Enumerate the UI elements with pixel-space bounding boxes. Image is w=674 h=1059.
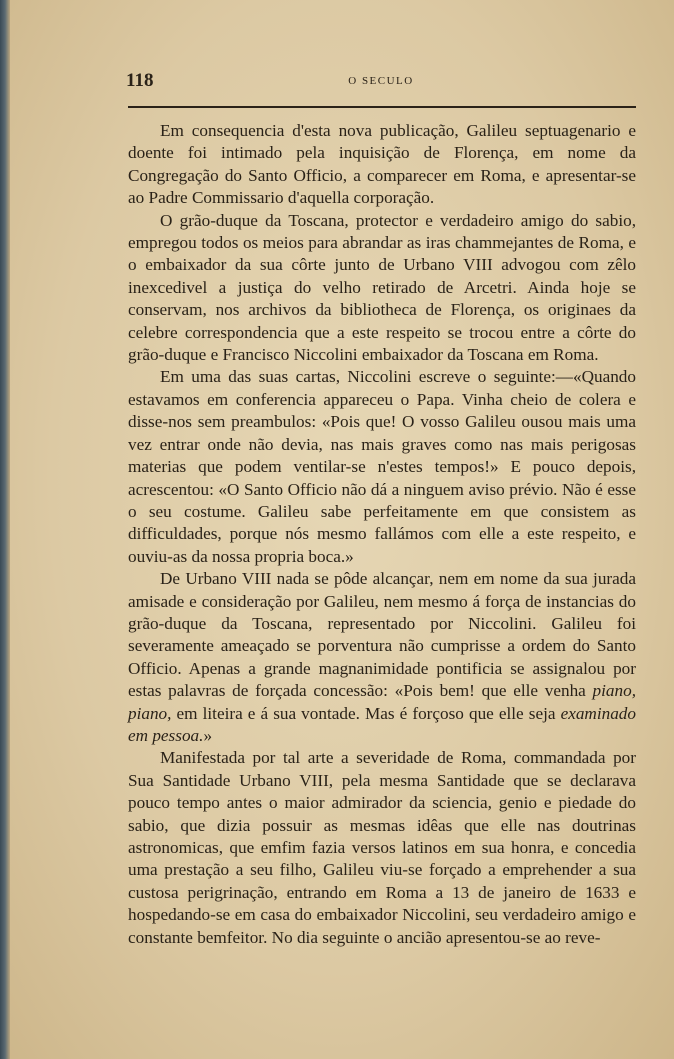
running-head: O SECULO <box>348 75 414 87</box>
italic-phrase: examinado em pessoa. <box>128 703 636 745</box>
header-rule <box>128 106 636 108</box>
page-number: 118 <box>126 70 154 91</box>
paragraph-1: Em consequencia d'esta nova publicação, Galileu septuagenario e doente foi intimado pela inquisição de Florença, em nome da Congregação do Santo Officio, a comparecer em Roma, e apresentar-se ao Padre Commissario d'aquella corporação. <box>128 121 636 208</box>
italic-phrase: piano, piano, <box>128 681 636 723</box>
page-header <box>126 70 636 92</box>
book-spine-edge <box>0 0 10 1059</box>
paragraph-4: De Urbano VIII nada se pôde alcançar, nem em nome da sua jurada amisade e consideração por Galileu, nem mesmo á força de instancias do grão-duque da Toscana, representado por Niccolini. Galileu foi severamente ameaçado se porventura não cumprisse a ordem do Santo Officio. Apenas a grande magnanimidade pontificia se assignalou por estas palavras de forçada concessão: «Pois bem! que elle venha piano, piano, em liteira e á sua vontade. Mas é forçoso que elle seja examinado em pessoa.» <box>128 569 636 745</box>
body-text <box>128 120 636 949</box>
paragraph-3: Em uma das suas cartas, Niccolini escreve o seguinte:—«Quando estavamos em conferencia appareceu o Papa. Vinha cheio de colera e disse-nos sem preambulos: «Pois que! O vosso Galileu ousou mais uma vez entrar onde não devia, nas mais graves como nas mais perigosas materias que podem ventilar-se n'estes tempos!» E pouco depois, acrescentou: «O Santo Officio não dá a ninguem aviso prévio. Não é esse o seu costume. Galileu sabe perfeitamente em que consistem as difficuldades, porque nós mesmo fallámos com elle a este respeito, e ouviu-as da nossa propria boca.» <box>128 367 636 566</box>
paragraph-2: O grão-duque da Toscana, protector e verdadeiro amigo do sabio, empregou todos os meios para abrandar as iras chammejantes de Roma, e o embaixador da sua côrte junto de Urbano VIII advogou com zêlo inexcedivel a justiça do velho retirado de Arcetri. Ainda hoje se conservam, nos archivos da bibliotheca de Florença, os originaes da celebre correspondencia que a este respeito se trocou entre a côrte do grão-duque e Francisco Niccolini embaixador da Toscana em Roma. <box>128 210 636 365</box>
paragraph-5: Manifestada por tal arte a severidade de Roma, commandada por Sua Santidade Urbano VIII, pela mesma Santidade que se declarava pouco tempo antes o maior admirador da sciencia, genio e piedade do sabio, que dizia possuir as mesmas idêas que elle nas doutrinas astronomicas, que emfim fazia versos latinos em sua honra, e concedia uma prestação a seu filho, Galileu viu-se forçado a emprehender a sua custosa perigrinação, entrando em Roma a 13 de janeiro de 1633 e hospedando-se em casa do embaixador Niccolini, seu verdadeiro amigo e constante bemfeitor. No dia seguinte o ancião apresentou-se ao reve- <box>128 748 636 947</box>
